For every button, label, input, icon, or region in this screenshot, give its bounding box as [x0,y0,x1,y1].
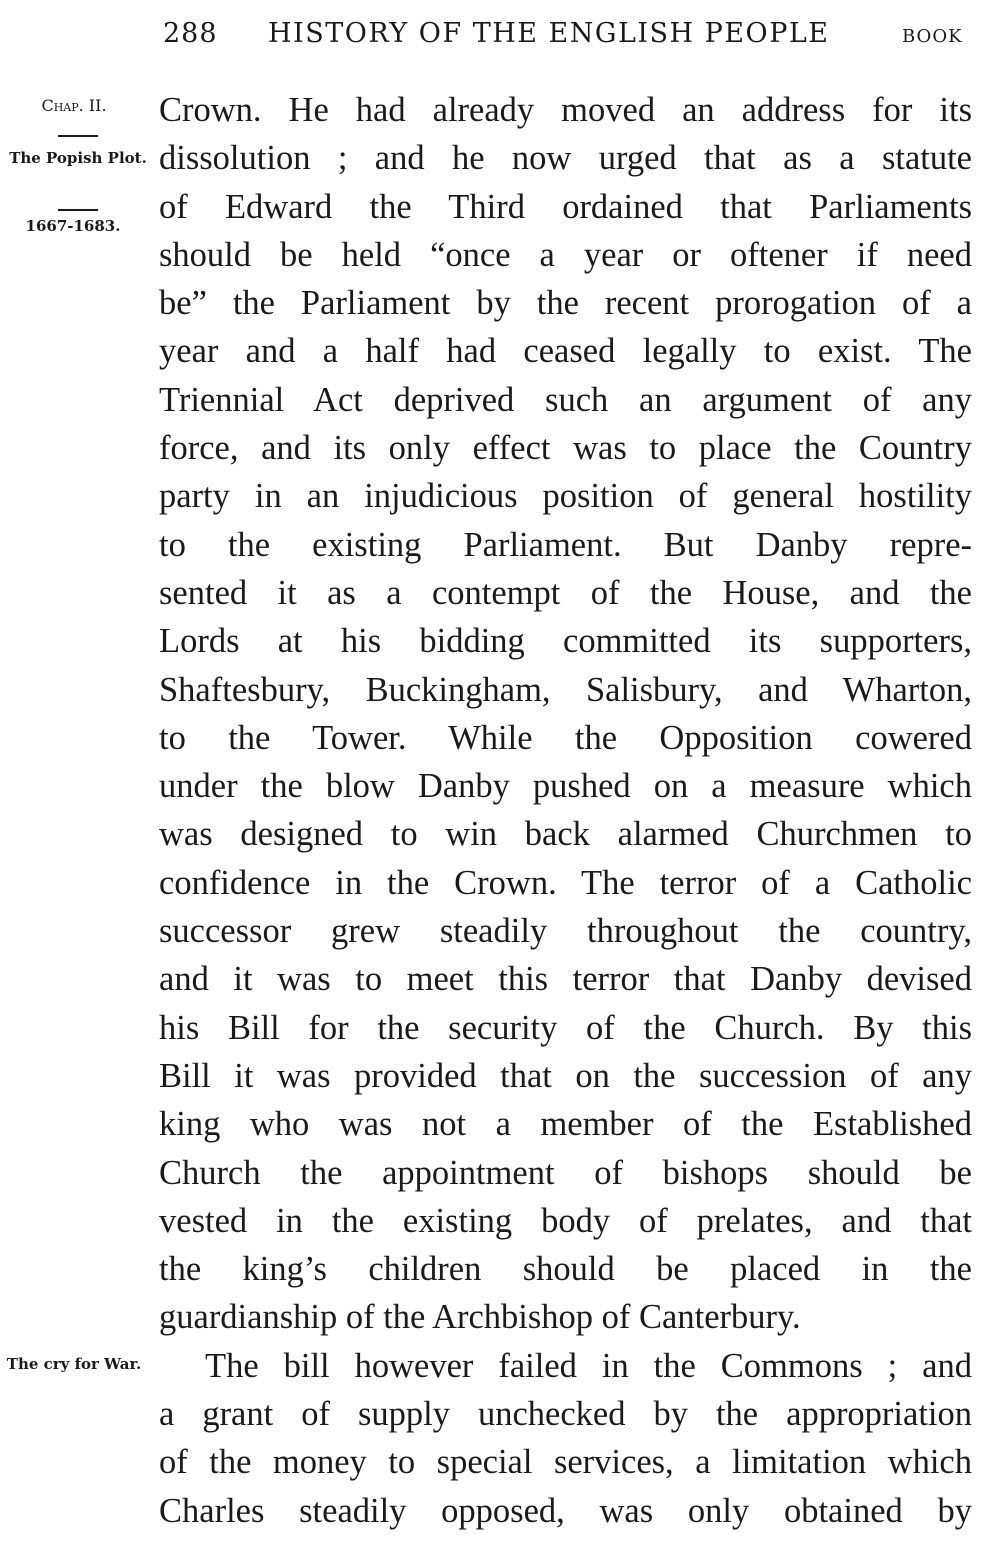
text-line: to the Tower. While the Opposition cowered [159,718,972,757]
text-line: guardianship of the Archbishop of Canterbury. [159,1298,801,1337]
text-line: successor grew steadily throughout the country, [159,912,972,951]
text-line: the king’s children should be placed in the [159,1250,972,1289]
text-line: Charles steadily opposed, was only obtained by [159,1491,972,1530]
text-line: be” the Parliament by the recent prorogation of a [159,284,972,323]
text-line: his Bill for the security of the Church. By this [159,1008,972,1047]
body-text [159,86,972,1535]
text-line: Bill it was provided that on the succession of any [159,1056,972,1095]
text-line: Triennial Act deprived such an argument of any [159,380,972,419]
text-line: Church the appointment of bishops should be [159,1153,972,1192]
text-line: vested in the existing body of prelates, and that [159,1201,972,1240]
text-line: year and a half had ceased legally to exist. The [159,332,972,371]
text-line: confidence in the Crown. The terror of a Catholic [159,863,972,902]
text-line: of the money to special services, a limitation which [159,1443,972,1482]
text-line: dissolution ; and he now urged that as a statute [159,139,972,178]
margin-rule [58,135,98,137]
margin-section-cry-for-war: The cry for War. [6,1355,142,1373]
text-line: should be held “once a year or oftener if need [159,235,972,274]
book-label: BOOK [902,26,963,47]
text-line: party in an injudicious position of general hostility [159,477,972,516]
text-line: The bill however failed in the Commons ; and [205,1346,972,1385]
text-line: and it was to meet this terror that Danby devised [159,960,972,999]
page-header [0,14,1000,58]
text-line: a grant of supply unchecked by the appropriation [159,1395,972,1434]
text-line: Lords at his bidding committed its supporters, [159,622,972,661]
text-line: under the blow Danby pushed on a measure which [159,767,972,806]
text-line: sented it as a contempt of the House, and the [159,573,972,612]
margin-rule [58,209,98,211]
text-line: was designed to win back alarmed Churchmen to [159,815,972,854]
text-line: of Edward the Third ordained that Parliaments [159,187,972,226]
text-line: to the existing Parliament. But Danby repre- [159,525,972,564]
text-line: Shaftesbury, Buckingham, Salisbury, and Wharton, [159,670,972,709]
text-line: force, and its only effect was to place the Country [159,429,972,468]
page-number: 288 [163,18,218,49]
margin-section-popish-plot: The Popish Plot. [9,149,147,167]
text-line: Crown. He had already moved an address for its [159,91,972,129]
running-title: HISTORY OF THE ENGLISH PEOPLE [268,18,830,49]
text-line: king who was not a member of the Established [159,1105,972,1144]
margin-chapter: Chap. II. [41,96,107,115]
margin-dates: 1667-1683. [25,217,121,235]
